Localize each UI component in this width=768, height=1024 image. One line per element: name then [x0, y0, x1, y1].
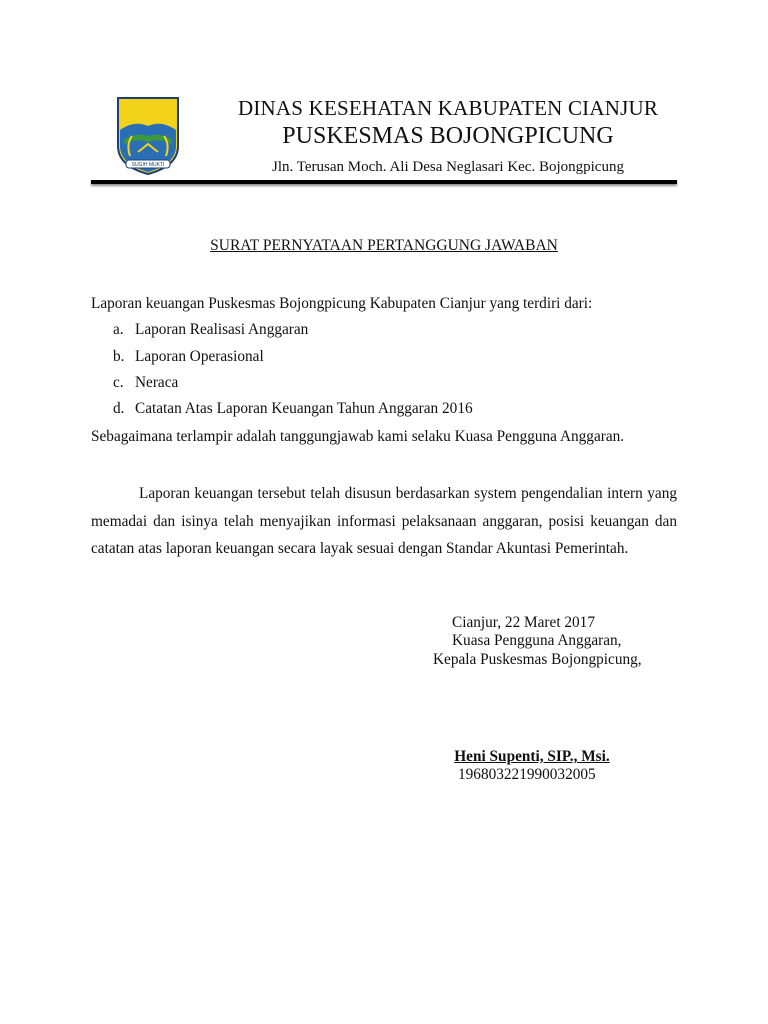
- header-agency: DINAS KESEHATAN KABUPATEN CIANJUR: [237, 96, 659, 120]
- body-paragraph: Laporan keuangan tersebut telah disusun berdasarkan system pengendalian intern yang memadai dan isinya telah menyajikan informasi pelaksanaan anggaran, posisi keuangan dan catatan atas laporan keuangan secara layak sesuai dengan Standar Akuntasi Pemerintah.: [91, 485, 677, 557]
- header-institution: PUSKESMAS BOJONGPICUNG: [282, 123, 614, 149]
- intro-text: Laporan keuangan Puskesmas Bojongpicung Kabupaten Cianjur yang terdiri dari:: [91, 295, 593, 312]
- list-item-text: Catatan Atas Laporan Keuangan Tahun Anggaran 2016: [135, 400, 473, 417]
- header-address: Jln. Terusan Moch. Ali Desa Neglasari Kec. Bojongpicung: [272, 159, 624, 175]
- list-item-letter: b.: [113, 348, 125, 365]
- signature-role-1: Kuasa Pengguna Anggaran,: [452, 632, 622, 649]
- list-item: [113, 320, 308, 340]
- signatory-nip: 196803221990032005: [458, 766, 596, 783]
- list-item: [113, 347, 264, 367]
- signatory-name-text: Heni Supenti, SIP., Msi.: [454, 748, 610, 765]
- logo-motto: SUGIH MUKTI: [131, 162, 165, 168]
- list-item: [113, 373, 178, 393]
- kabupaten-cianjur-emblem: [116, 96, 180, 176]
- signatory-name: [427, 747, 637, 767]
- list-item-letter: c.: [113, 374, 124, 391]
- list-item-text: Laporan Operasional: [135, 348, 264, 365]
- signature-role-2: Kepala Puskesmas Bojongpicung,: [433, 651, 642, 668]
- list-item-letter: d.: [113, 400, 125, 417]
- list-item-letter: a.: [113, 321, 124, 338]
- list-item-text: Neraca: [135, 374, 179, 391]
- header-divider: [91, 180, 677, 184]
- signature-place-date: Cianjur, 22 Maret 2017: [452, 614, 595, 631]
- closing-statement: Sebagaimana terlampir adalah tanggungjawab kami selaku Kuasa Pengguna Anggaran.: [91, 428, 625, 445]
- list-item-text: Laporan Realisasi Anggaran: [135, 321, 309, 338]
- document-title: [91, 236, 677, 256]
- list-item: [113, 399, 473, 419]
- document-title-text: SURAT PERNYATAAN PERTANGGUNG JAWABAN: [210, 237, 558, 254]
